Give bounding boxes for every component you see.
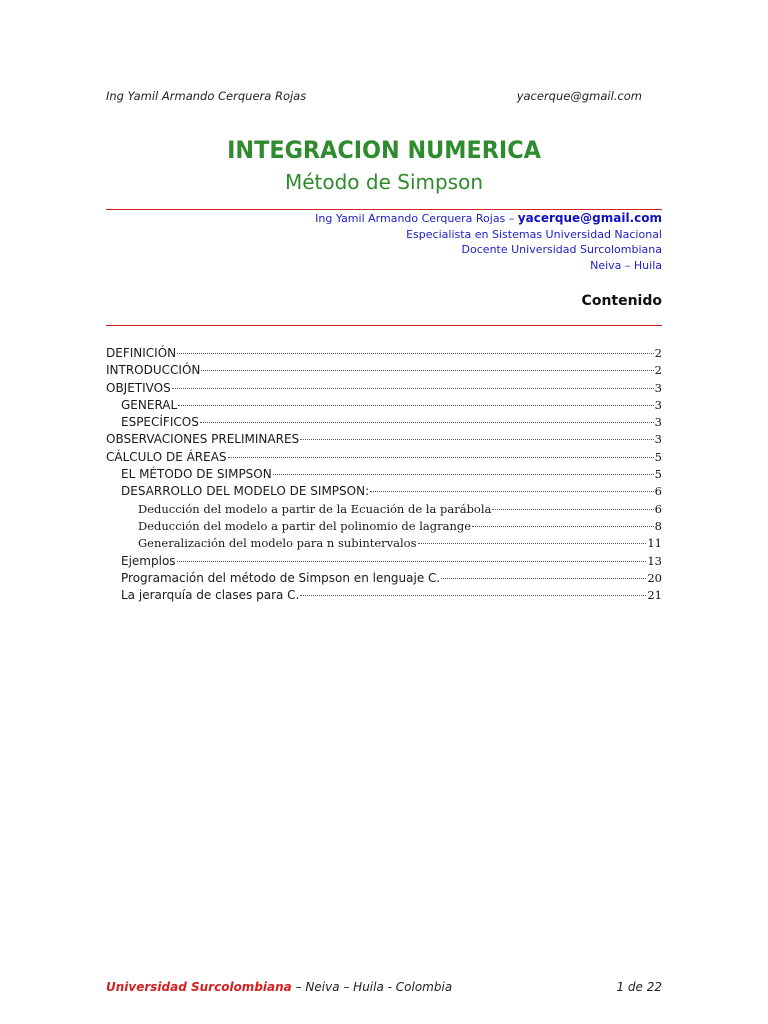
header-author: Ing Yamil Armando Cerquera Rojas — [106, 89, 307, 103]
title-divider — [106, 209, 662, 210]
toc-dot-leader — [418, 542, 647, 544]
contents-heading: Contenido — [581, 293, 662, 309]
toc-entry-page: 11 — [647, 536, 662, 551]
toc-entry-label: DEFINICIÓN — [106, 346, 177, 360]
author-name: Ing Yamil Armando Cerquera Rojas – — [315, 212, 515, 225]
toc-entry-label: CÁLCULO DE ÁREAS — [106, 449, 227, 464]
toc-entry-page: 3 — [654, 380, 662, 395]
author-block — [315, 211, 662, 273]
toc-dot-leader — [300, 438, 654, 440]
toc-entry[interactable] — [106, 398, 662, 415]
toc-entry-page: 2 — [654, 346, 662, 360]
toc-entry-label: La jerarquía de clases para C. — [121, 588, 300, 603]
toc-dot-leader — [201, 369, 653, 371]
author-line-2: Especialista en Sistemas Universidad Nacional — [406, 227, 662, 241]
toc-entry[interactable] — [106, 571, 662, 588]
toc-entry-page: 5 — [654, 467, 662, 482]
toc-dot-leader — [441, 577, 646, 579]
table-of-contents — [106, 346, 662, 605]
header-email: yacerque@gmail.com — [516, 89, 642, 103]
running-header — [106, 89, 642, 103]
toc-entry-page: 21 — [647, 588, 662, 603]
toc-entry-page: 20 — [647, 570, 662, 585]
page-footer — [106, 980, 662, 994]
contents-divider — [106, 325, 662, 326]
toc-entry-label: ESPECÍFICOS — [121, 415, 199, 430]
author-line-4: Neiva – Huila — [590, 258, 662, 272]
footer-university: Universidad Surcolombiana — [106, 980, 292, 994]
toc-entry[interactable] — [106, 381, 662, 398]
toc-entry-label: EL MÉTODO DE SIMPSON — [121, 467, 272, 482]
author-line-1 — [315, 211, 662, 227]
toc-dot-leader — [472, 525, 654, 527]
toc-dot-leader — [492, 508, 653, 510]
toc-entry[interactable] — [106, 432, 662, 449]
toc-entry[interactable] — [106, 502, 662, 519]
toc-entry[interactable] — [106, 536, 662, 553]
toc-entry[interactable] — [106, 588, 662, 605]
toc-dot-leader — [228, 456, 654, 458]
footer-left — [106, 980, 452, 994]
toc-entry-page: 2 — [654, 363, 662, 378]
toc-entry-page: 8 — [654, 518, 662, 533]
toc-entry-label: Generalización del modelo para n subintervalos — [138, 536, 417, 551]
toc-entry-label: GENERAL — [121, 397, 178, 412]
footer-page-number: 1 de 22 — [616, 980, 662, 994]
toc-entry-page: 3 — [654, 415, 662, 430]
toc-entry-label: OBSERVACIONES PRELIMINARES — [106, 432, 300, 447]
footer-location: – Neiva – Huila - Colombia — [291, 980, 453, 994]
toc-entry[interactable] — [106, 450, 662, 467]
toc-entry-label: Programación del método de Simpson en lenguaje C. — [121, 570, 441, 585]
toc-entry[interactable] — [106, 484, 662, 501]
toc-dot-leader — [300, 594, 646, 596]
toc-entry-label: Ejemplos — [121, 553, 176, 568]
toc-entry[interactable] — [106, 346, 662, 363]
toc-entry-page: 13 — [647, 553, 662, 568]
toc-entry[interactable] — [106, 415, 662, 432]
toc-entry[interactable] — [106, 363, 662, 380]
toc-entry-page: 5 — [654, 449, 662, 464]
toc-entry[interactable] — [106, 554, 662, 571]
toc-entry-label: INTRODUCCIÓN — [106, 363, 201, 378]
toc-dot-leader — [177, 352, 654, 354]
toc-dot-leader — [177, 560, 647, 562]
toc-entry-label: OBJETIVOS — [106, 380, 171, 395]
author-email: yacerque@gmail.com — [517, 211, 662, 225]
toc-entry[interactable] — [106, 519, 662, 536]
toc-dot-leader — [200, 421, 654, 423]
toc-dot-leader — [178, 404, 653, 406]
toc-entry-label: Deducción del modelo a partir de la Ecuación de la parábola — [138, 501, 492, 516]
toc-entry-page: 6 — [654, 484, 662, 499]
toc-entry-page: 3 — [654, 432, 662, 447]
toc-dot-leader — [172, 387, 654, 389]
toc-entry-page: 6 — [654, 501, 662, 516]
author-line-3: Docente Universidad Surcolombiana — [461, 243, 662, 256]
document-subtitle: Método de Simpson — [284, 170, 484, 194]
toc-entry-label: Deducción del modelo a partir del polinomio de lagrange — [138, 518, 472, 533]
document-title: INTEGRACION NUMERICA — [227, 136, 541, 164]
toc-dot-leader — [273, 473, 654, 475]
toc-entry-label: DESARROLLO DEL MODELO DE SIMPSON: — [121, 484, 370, 499]
toc-entry-page: 3 — [654, 397, 662, 412]
toc-dot-leader — [370, 490, 654, 492]
toc-entry[interactable] — [106, 467, 662, 484]
